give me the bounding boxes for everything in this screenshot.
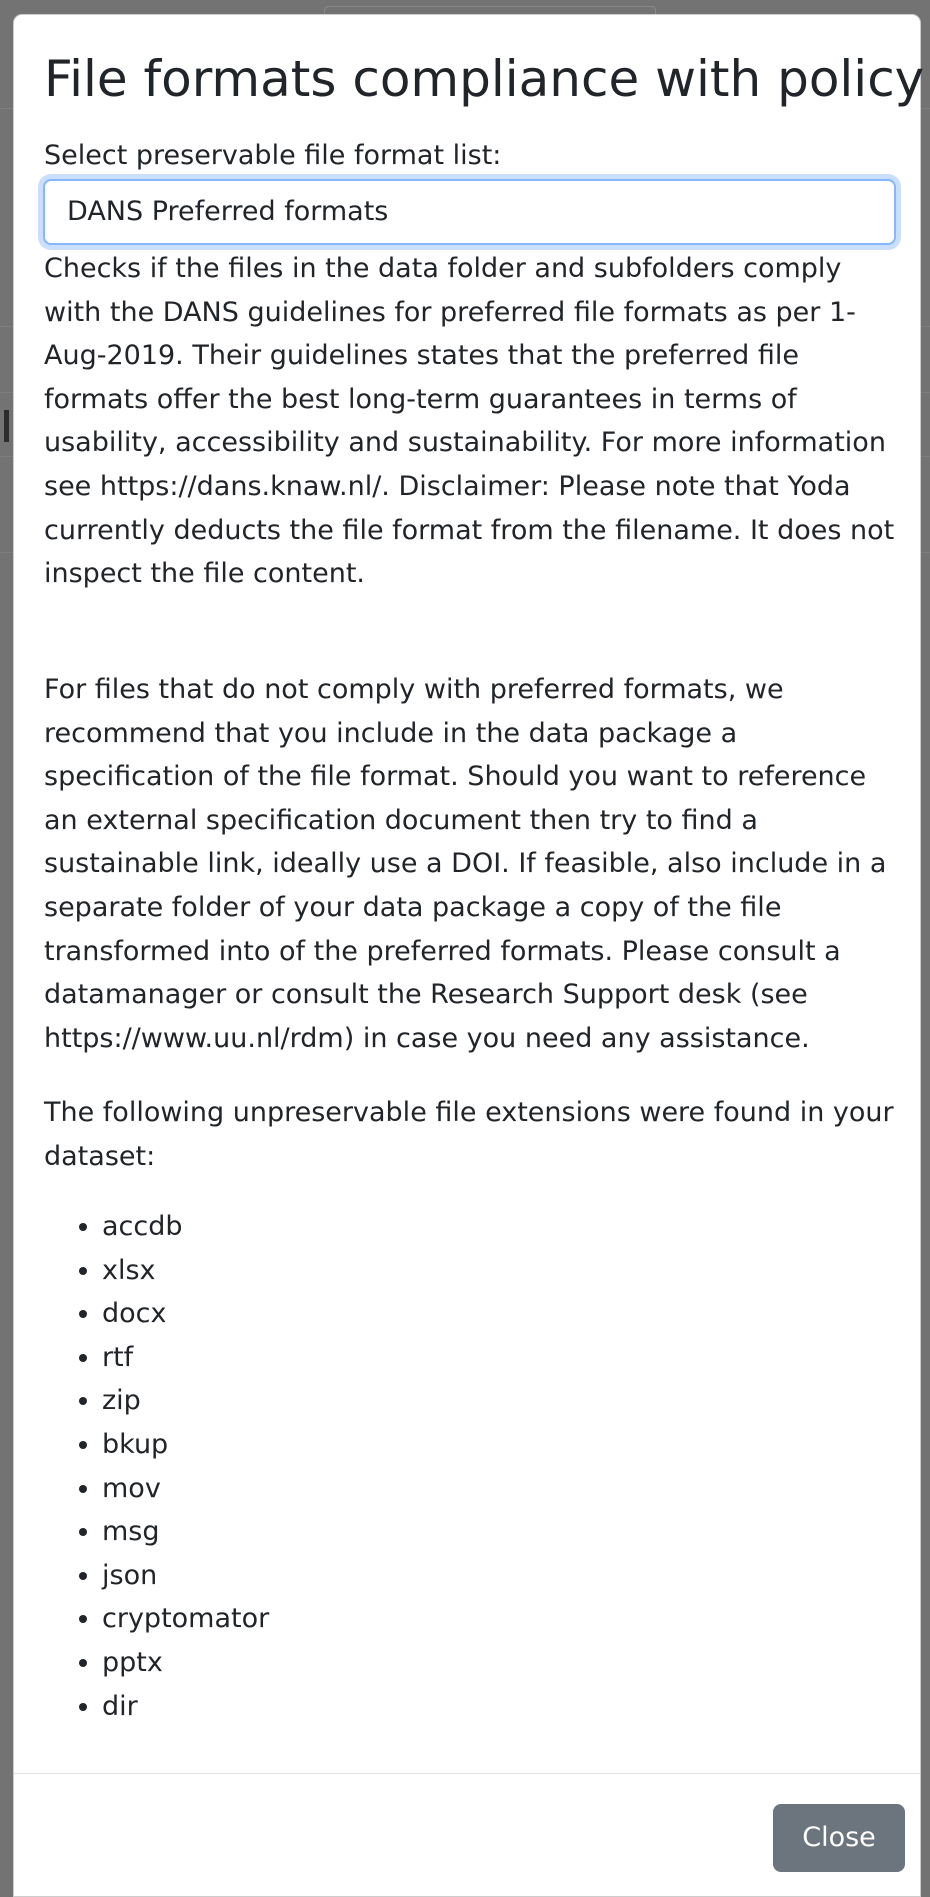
close-button[interactable]: Close: [773, 1804, 905, 1872]
background-element: [4, 410, 9, 442]
modal-title: File formats compliance with policy: [44, 50, 925, 108]
found-extensions-intro: The following unpreservable file extensions were found in your dataset:: [44, 1097, 894, 1172]
list-item: • cryptomator: [102, 1597, 269, 1641]
modal-footer-divider: [14, 1773, 920, 1774]
list-item: • json: [102, 1554, 269, 1598]
list-item: • rtf: [102, 1336, 269, 1380]
list-item: • pptx: [102, 1641, 269, 1685]
list-item: • mov: [102, 1467, 269, 1511]
list-item: • xlsx: [102, 1249, 269, 1293]
list-item: • accdb: [102, 1205, 269, 1249]
list-item: • bkup: [102, 1423, 269, 1467]
compliance-description: Checks if the files in the data folder and subfolders comply with the DANS guidelines for preferred file formats as per 1-Aug-2019. Their guidelines states that the preferred file formats offer the best long-term guarantees in terms of usability, accessibility and sustainability. For more information see https://dans.knaw.nl/. Disclaimer: Please note that Yoda currently deducts the file format from the filename. It does not inspect the file content.: [44, 253, 895, 590]
extension-list: [44, 1205, 269, 1728]
recommendation-text: For files that do not comply with preferred formats, we recommend that you include in the data package a specification of the file format. Should you want to reference an external specification document then try to find a sustainable link, ideally use a DOI. If feasible, also include in a separate folder of your data package a copy of the file transformed into of the preferred formats. Please consult a datamanager or consult the Research Support desk (see https://www.uu.nl/rdm) in case you need any assistance.: [44, 674, 887, 1054]
list-item: • docx: [102, 1292, 269, 1336]
format-list-label: Select preservable file format list:: [44, 140, 502, 171]
list-item: • dir: [102, 1685, 269, 1729]
list-item: • msg: [102, 1510, 269, 1554]
format-list-select[interactable]: DANS Preferred formats: [43, 179, 896, 245]
file-formats-modal: [13, 14, 925, 1897]
list-item: • zip: [102, 1379, 269, 1423]
